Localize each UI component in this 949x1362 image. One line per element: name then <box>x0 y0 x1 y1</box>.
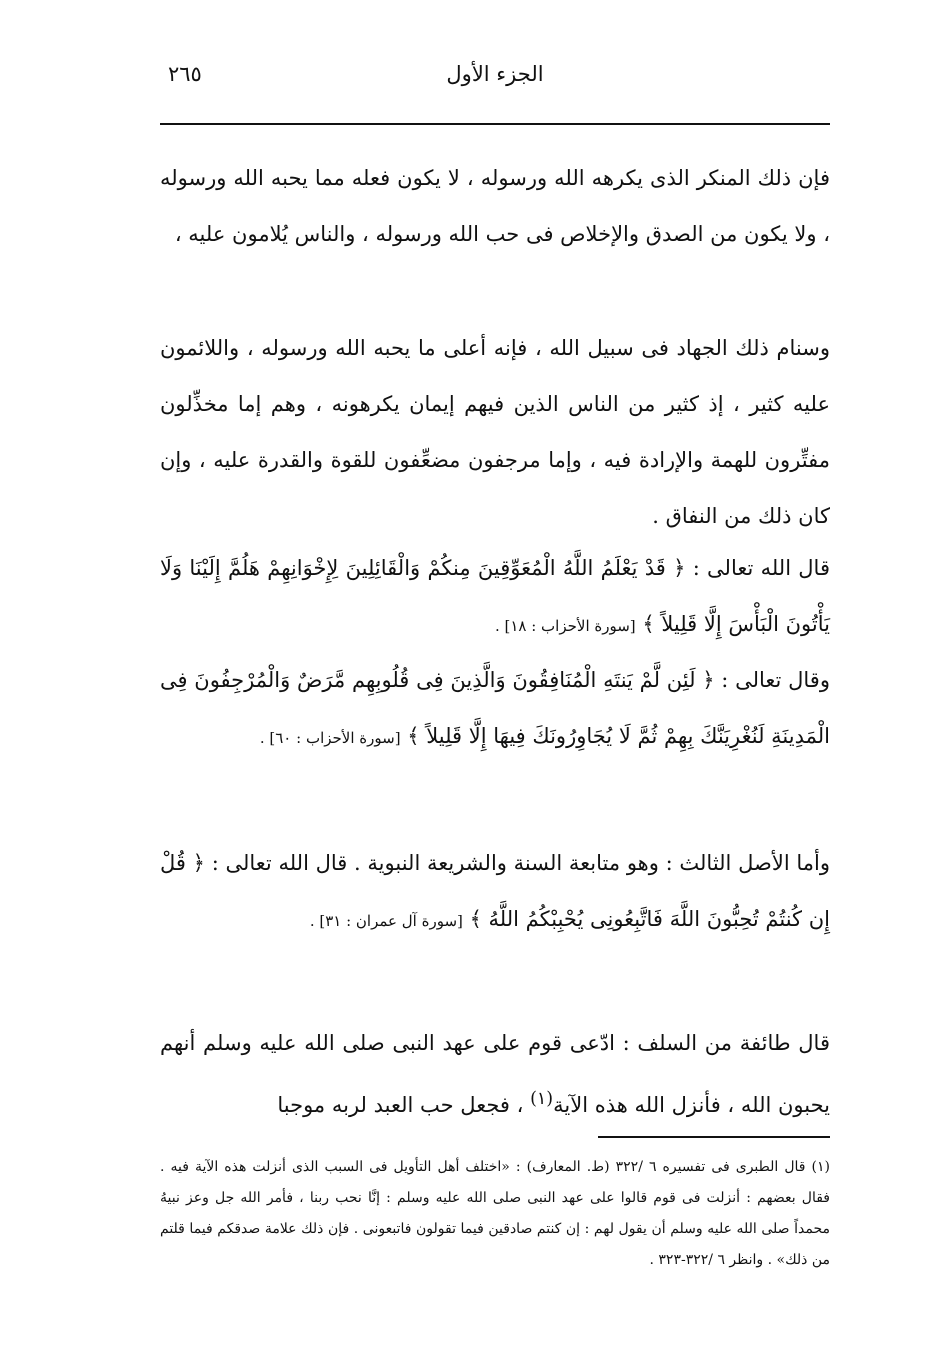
footnote-divider <box>598 1136 830 1138</box>
header-title: الجزء الأول <box>446 62 544 86</box>
quran-quote-ahzab-18: ﴿ قَدْ يَعْلَمُ اللَّهُ الْمُعَوِّقِينَ مِنكُمْ وَالْقَائِلِينَ لِإِخْوَانِهِمْ هَلُمَّ إِلَيْنَا وَلَا يَأْتُونَ الْبَأْسَ إِلَّا قَلِيلاً ﴾ <box>160 556 830 636</box>
footnote-1: (١) قال الطبرى فى تفسيره ٦ /٣٢٢ (ط. المعارف) : «اختلف أهل التأويل فى السبب الذى أنزلت هذه الآية فيه . فقال بعضهم : أنزلت فى قوم قالوا على عهد النبى صلى الله عليه وسلم : إنَّا نحب ربنا ، فأمر الله جل وعز نبيهُ محمداً صلى الله عليه وسلم أن يقول لهم : إن كنتم صادقين فيما تقولون فاتبعونى . فإن ذلك علامة صدقكم فيما قلتم من ذلك» . وانظر ٦ /٣٢٢-٣٢٣ . <box>160 1159 830 1268</box>
page-number: ٢٦٥ <box>168 62 202 86</box>
paragraph-5 <box>160 835 830 949</box>
quran-quote-ahzab-60: ﴿ لَئِن لَّمْ يَنتَهِ الْمُنَافِقُونَ وَالَّذِينَ فِى قُلُوبِهِم مَّرَضٌ وَالْمُرْجِفُونَ فِى الْمَدِينَةِ لَنُغْرِيَنَّكَ بِهِمْ ثُمَّ لَا يُجَاوِرُونَكَ فِيهَا إِلَّا قَلِيلاً ﴾ <box>160 668 830 748</box>
paragraph-3 <box>160 540 830 654</box>
paragraph-4 <box>160 652 830 766</box>
citation-ahzab-18: [سورة الأحزاب : ١٨] . <box>494 617 636 635</box>
quran-quote-aal-imran-31: ﴿ قُلْ إِن كُنتُمْ تُحِبُّونَ اللَّهَ فَاتَّبِعُونِى يُحْبِبْكُمُ اللَّهُ ﴾ <box>160 851 830 931</box>
footnote-reference: (١) <box>530 1089 554 1109</box>
paragraph-6-text-a: قال طائفة من السلف : ادّعى قوم على عهد النبى صلى الله عليه وسلم أنهم يحبون الله ، فأنزل الله هذه الآية <box>160 1031 830 1117</box>
citation-ahzab-60: [سورة الأحزاب : ٦٠] . <box>259 729 401 747</box>
header-divider <box>160 123 830 125</box>
paragraph-2: وسنام ذلك الجهاد فى سبيل الله ، فإنه أعلى ما يحبه الله ورسوله ، واللائمون عليه كثير ، إذ كثير من الناس الذين فيهم إيمان يكرهونه ، وهم إما مخذِّلون مفتِّرون للهمة والإرادة فيه ، وإما مرجفون مضعِّفون للقوة والقدرة عليه ، وإن كان ذلك من النفاق . <box>160 336 830 528</box>
running-header <box>160 62 830 96</box>
paragraph-4-lead: وقال تعالى : <box>721 668 830 692</box>
citation-aal-imran-31: [سورة آل عمران : ٣١] . <box>309 912 463 930</box>
paragraph-1: فإن ذلك المنكر الذى يكرهه الله ورسوله ، لا يكون فعله مما يحبه الله ورسوله ، ولا يكون من الصدق والإخلاص فى حب الله ورسوله ، والناس يُلامون عليه ، <box>160 166 830 246</box>
paragraph-6-text-b: ، فجعل حب العبد لربه موجبا <box>277 1093 524 1117</box>
paragraph-6 <box>160 1015 830 1133</box>
paragraph-5-lead: وأما الأصل الثالث : وهو متابعة السنة والشريعة النبوية . قال الله تعالى : <box>211 851 830 875</box>
paragraph-3-lead: قال الله تعالى : <box>692 556 830 580</box>
